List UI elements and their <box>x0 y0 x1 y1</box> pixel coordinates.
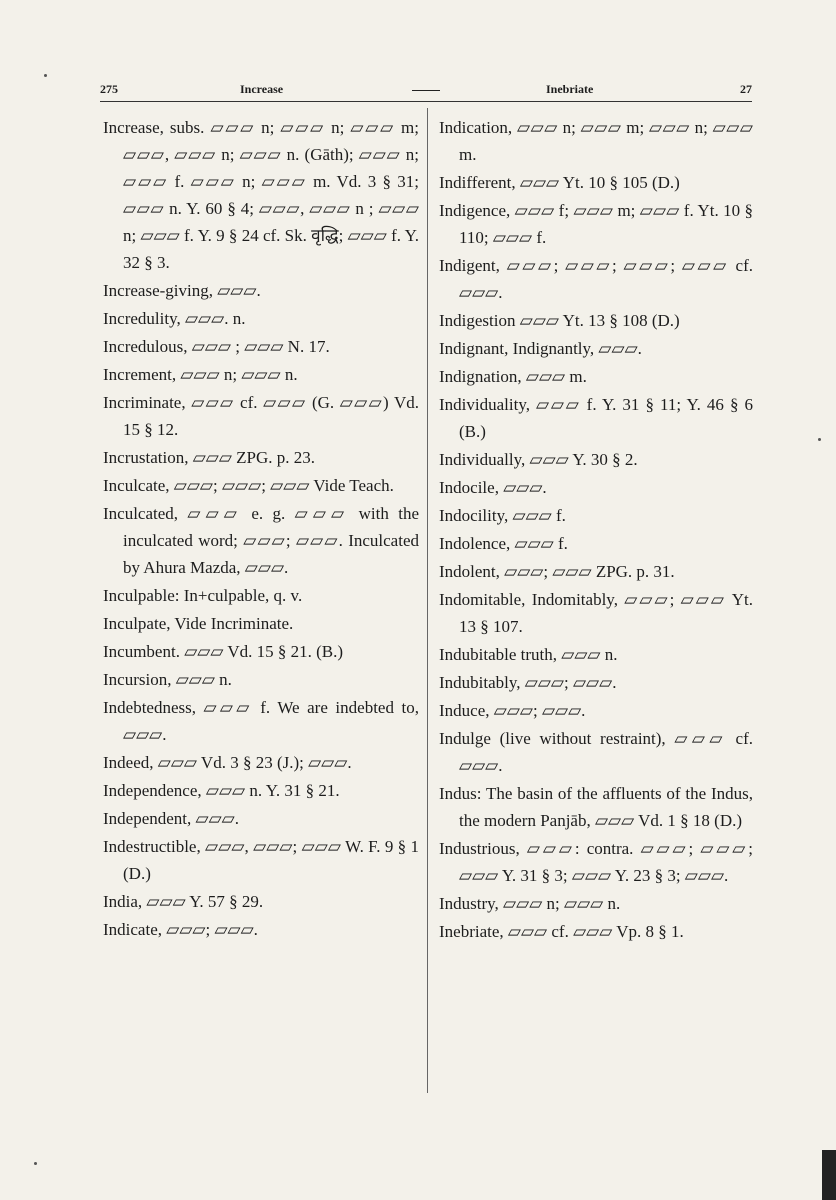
header-rule <box>100 101 752 102</box>
dictionary-entry: Indeed, ▱▱▱ Vd. 3 § 23 (J.); ▱▱▱. <box>103 753 352 772</box>
dictionary-entry: Indus: The basin of the affluents of the Indus, the modern Panjāb, ▱▱▱ Vd. 1 § 18 (D.) <box>439 784 753 830</box>
paper-speck <box>818 438 821 441</box>
header-dash <box>412 90 440 91</box>
dictionary-entry: Indolence, ▱▱▱ f. <box>439 534 568 553</box>
dictionary-entry: Industry, ▱▱▱ n; ▱▱▱ n. <box>439 894 621 913</box>
dictionary-entry: Inculpable: In+culpable, q. v. <box>103 586 303 605</box>
right-column <box>439 114 753 946</box>
dictionary-entry: Incriminate, ▱▱▱ cf. ▱▱▱ (G. ▱▱▱) Vd. 15 § 12. <box>103 393 419 439</box>
dictionary-entry: Indocility, ▱▱▱ f. <box>439 506 566 525</box>
dictionary-entry: Indignation, ▱▱▱ m. <box>439 367 587 386</box>
dictionary-entry: Indignant, Indignantly, ▱▱▱. <box>439 339 642 358</box>
dictionary-entry: Indubitably, ▱▱▱; ▱▱▱. <box>439 673 617 692</box>
left-guide-word: Increase <box>240 82 284 96</box>
dictionary-entry: Incumbent. ▱▱▱ Vd. 15 § 21. (B.) <box>103 642 344 661</box>
dictionary-entry: Indestructible, ▱▱▱, ▱▱▱; ▱▱▱ W. F. 9 § 1 (D.) <box>103 837 419 883</box>
dictionary-entry: Indigestion ▱▱▱ Yt. 13 § 108 (D.) <box>439 311 680 330</box>
dictionary-entry: Indigence, ▱▱▱ f; ▱▱▱ m; ▱▱▱ f. Yt. 10 § 110; ▱▱▱ f. <box>439 201 753 247</box>
dictionary-entry: Indulge (live without restraint), ▱▱▱ cf. ▱▱▱. <box>439 729 753 775</box>
dictionary-entry: India, ▱▱▱ Y. 57 § 29. <box>103 892 264 911</box>
dictionary-entry: Indigent, ▱▱▱; ▱▱▱; ▱▱▱; ▱▱▱ cf. ▱▱▱. <box>439 256 753 302</box>
dictionary-entry: Inebriate, ▱▱▱ cf. ▱▱▱ Vp. 8 § 1. <box>439 922 684 941</box>
dictionary-entry: Inculcated, ▱▱▱ e. g. ▱▱▱ with the inculcated word; ▱▱▱; ▱▱▱. Inculcated by Ahura Mazda, ▱▱▱. <box>103 504 419 577</box>
right-guide-word: Inebriate <box>546 82 594 96</box>
left-page-number: 275 <box>100 82 118 96</box>
column-divider <box>427 108 428 1093</box>
scan-corner-shadow <box>822 1150 836 1200</box>
dictionary-entry: Induce, ▱▱▱; ▱▱▱. <box>439 701 586 720</box>
dictionary-entry: Indebtedness, ▱▱▱ f. We are indebted to, ▱▱▱. <box>103 698 419 744</box>
paper-speck <box>44 74 47 77</box>
left-column <box>103 114 419 944</box>
dictionary-entry: Increment, ▱▱▱ n; ▱▱▱ n. <box>103 365 298 384</box>
dictionary-entry: Indomitable, Indomitably, ▱▱▱; ▱▱▱ Yt. 13 § 107. <box>439 590 753 636</box>
dictionary-entry: Indicate, ▱▱▱; ▱▱▱. <box>103 920 258 939</box>
dictionary-entry: Independence, ▱▱▱ n. Y. 31 § 21. <box>103 781 340 800</box>
paper-speck <box>34 1162 37 1165</box>
dictionary-entry: Indolent, ▱▱▱; ▱▱▱ ZPG. p. 31. <box>439 562 675 581</box>
dictionary-entry: Inculpate, Vide Incriminate. <box>103 614 294 633</box>
running-header <box>100 80 752 102</box>
dictionary-entry: Increase, subs. ▱▱▱ n; ▱▱▱ n; ▱▱▱ m; ▱▱▱, ▱▱▱ n; ▱▱▱ n. (Gāth); ▱▱▱ n; ▱▱▱ f. ▱▱▱ n; ▱▱▱ m. Vd. 3 § 31; ▱▱▱ n. Y. 60 § 4; ▱▱▱, ▱▱▱ n ; ▱▱▱ n; ▱▱▱ f. Y. 9 § 24 cf. Sk. वृद्धि; ▱▱▱ f. Y. 32 § 3. <box>103 118 419 272</box>
dictionary-entry: Incrustation, ▱▱▱ ZPG. p. 23. <box>103 448 316 467</box>
dictionary-entry: Indubitable truth, ▱▱▱ n. <box>439 645 618 664</box>
dictionary-entry: Indication, ▱▱▱ n; ▱▱▱ m; ▱▱▱ n; ▱▱▱ m. <box>439 118 753 164</box>
dictionary-entry: Increase-giving, ▱▱▱. <box>103 281 261 300</box>
dictionary-entry: Individually, ▱▱▱ Y. 30 § 2. <box>439 450 638 469</box>
dictionary-entry: Inculcate, ▱▱▱; ▱▱▱; ▱▱▱ Vide Teach. <box>103 476 394 495</box>
dictionary-entry: Indifferent, ▱▱▱ Yt. 10 § 105 (D.) <box>439 173 680 192</box>
dictionary-entry: Incursion, ▱▱▱ n. <box>103 670 232 689</box>
dictionary-entry: Indocile, ▱▱▱. <box>439 478 547 497</box>
dictionary-entry: Individuality, ▱▱▱ f. Y. 31 § 11; Y. 46 § 6 (B.) <box>439 395 753 441</box>
dictionary-entry: Incredulity, ▱▱▱. n. <box>103 309 246 328</box>
right-page-number: 27 <box>740 82 752 96</box>
dictionary-entry: Incredulous, ▱▱▱ ; ▱▱▱ N. 17. <box>103 337 330 356</box>
dictionary-entry: Independent, ▱▱▱. <box>103 809 239 828</box>
dictionary-entry: Industrious, ▱▱▱: contra. ▱▱▱; ▱▱▱; ▱▱▱ Y. 31 § 3; ▱▱▱ Y. 23 § 3; ▱▱▱. <box>439 839 753 885</box>
